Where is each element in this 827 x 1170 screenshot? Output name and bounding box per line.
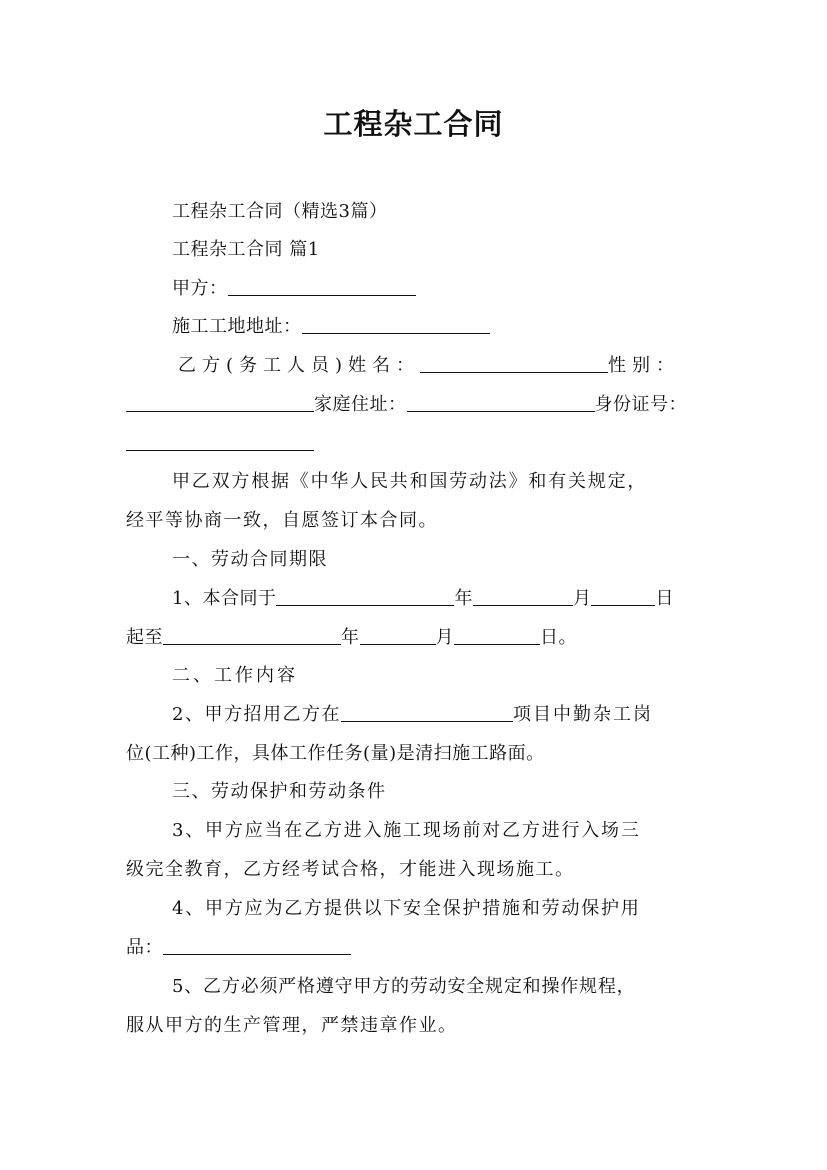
item-5-line-1: 5、乙方必须严格遵守甲方的劳动安全规定和操作规程， [172, 976, 636, 997]
item-4-row-2 [126, 936, 351, 960]
work-row-2: 位(工种)工作，具体工作任务(量)是清扫施工路面。 [126, 743, 545, 764]
term-row-1 [172, 587, 674, 611]
party-b-row [178, 354, 680, 378]
end-day-label: 日。 [540, 627, 577, 648]
preamble-line-1: 甲乙双方根据《中华人民共和国劳动法》和有关规定， [172, 471, 648, 492]
preamble-line-2: 经平等协商一致，自愿签订本合同。 [126, 510, 438, 531]
start-day-blank [591, 587, 655, 606]
site-address-label: 施工工地地址： [172, 316, 302, 337]
protection-items-blank [163, 936, 351, 955]
item-4-line-1: 4、甲方应为乙方提供以下安全保护措施和劳动保护用 [172, 898, 641, 919]
start-year-blank [276, 587, 454, 606]
gender-label: 性别： [608, 355, 681, 376]
end-month-label: 月 [435, 627, 454, 648]
section-2-heading: 二、工作内容 [172, 665, 298, 686]
start-month-label: 月 [572, 588, 592, 609]
start-month-blank [473, 587, 573, 606]
party-b-name-blank [420, 354, 608, 373]
term-intro-label: 1、本合同于 [172, 588, 277, 609]
id-number-blank [126, 432, 314, 451]
site-address-row [172, 315, 490, 339]
item-5-line-2: 服从甲方的生产管理，严禁违章作业。 [126, 1015, 458, 1036]
work-position-label: 项目中勤杂工岗 [512, 704, 653, 725]
party-a-row [172, 277, 416, 301]
item-4-label: 品： [126, 937, 163, 958]
party-a-blank [228, 277, 416, 296]
item-3-line-1: 3、甲方应当在乙方进入施工现场前对乙方进行入场三 [172, 820, 641, 841]
home-address-blank [407, 393, 595, 412]
work-row-1 [172, 703, 653, 727]
gender-blank [126, 393, 314, 412]
term-row-2 [126, 626, 577, 650]
party-b-name-label: 乙方(务工人员)姓名： [178, 355, 421, 376]
collection-line: 工程杂工合同（精选3篇） [172, 201, 388, 222]
section-3-heading: 三、劳动保护和劳动条件 [172, 781, 387, 802]
id-number-label: 身份证号： [594, 394, 687, 415]
site-address-blank [302, 315, 490, 334]
end-year-label: 年 [341, 627, 360, 648]
start-day-label: 日 [655, 588, 674, 609]
project-blank [341, 703, 513, 722]
end-month-blank [360, 626, 436, 645]
term-until-label: 起至 [126, 627, 163, 648]
item-3-line-2: 级完全教育，乙方经考试合格，才能进入现场施工。 [126, 859, 575, 880]
home-address-label: 家庭住址： [314, 394, 407, 415]
section-1-heading: 一、劳动合同期限 [172, 549, 328, 570]
start-year-label: 年 [454, 588, 473, 609]
end-day-blank [454, 626, 540, 645]
party-a-label: 甲方： [172, 278, 228, 299]
address-row [126, 393, 687, 417]
document-title: 工程杂工合同 [323, 107, 504, 141]
end-year-blank [163, 626, 341, 645]
chapter-line: 工程杂工合同 篇1 [172, 239, 320, 260]
work-intro-label: 2、甲方招用乙方在 [172, 704, 341, 725]
id-number-row [126, 432, 314, 456]
